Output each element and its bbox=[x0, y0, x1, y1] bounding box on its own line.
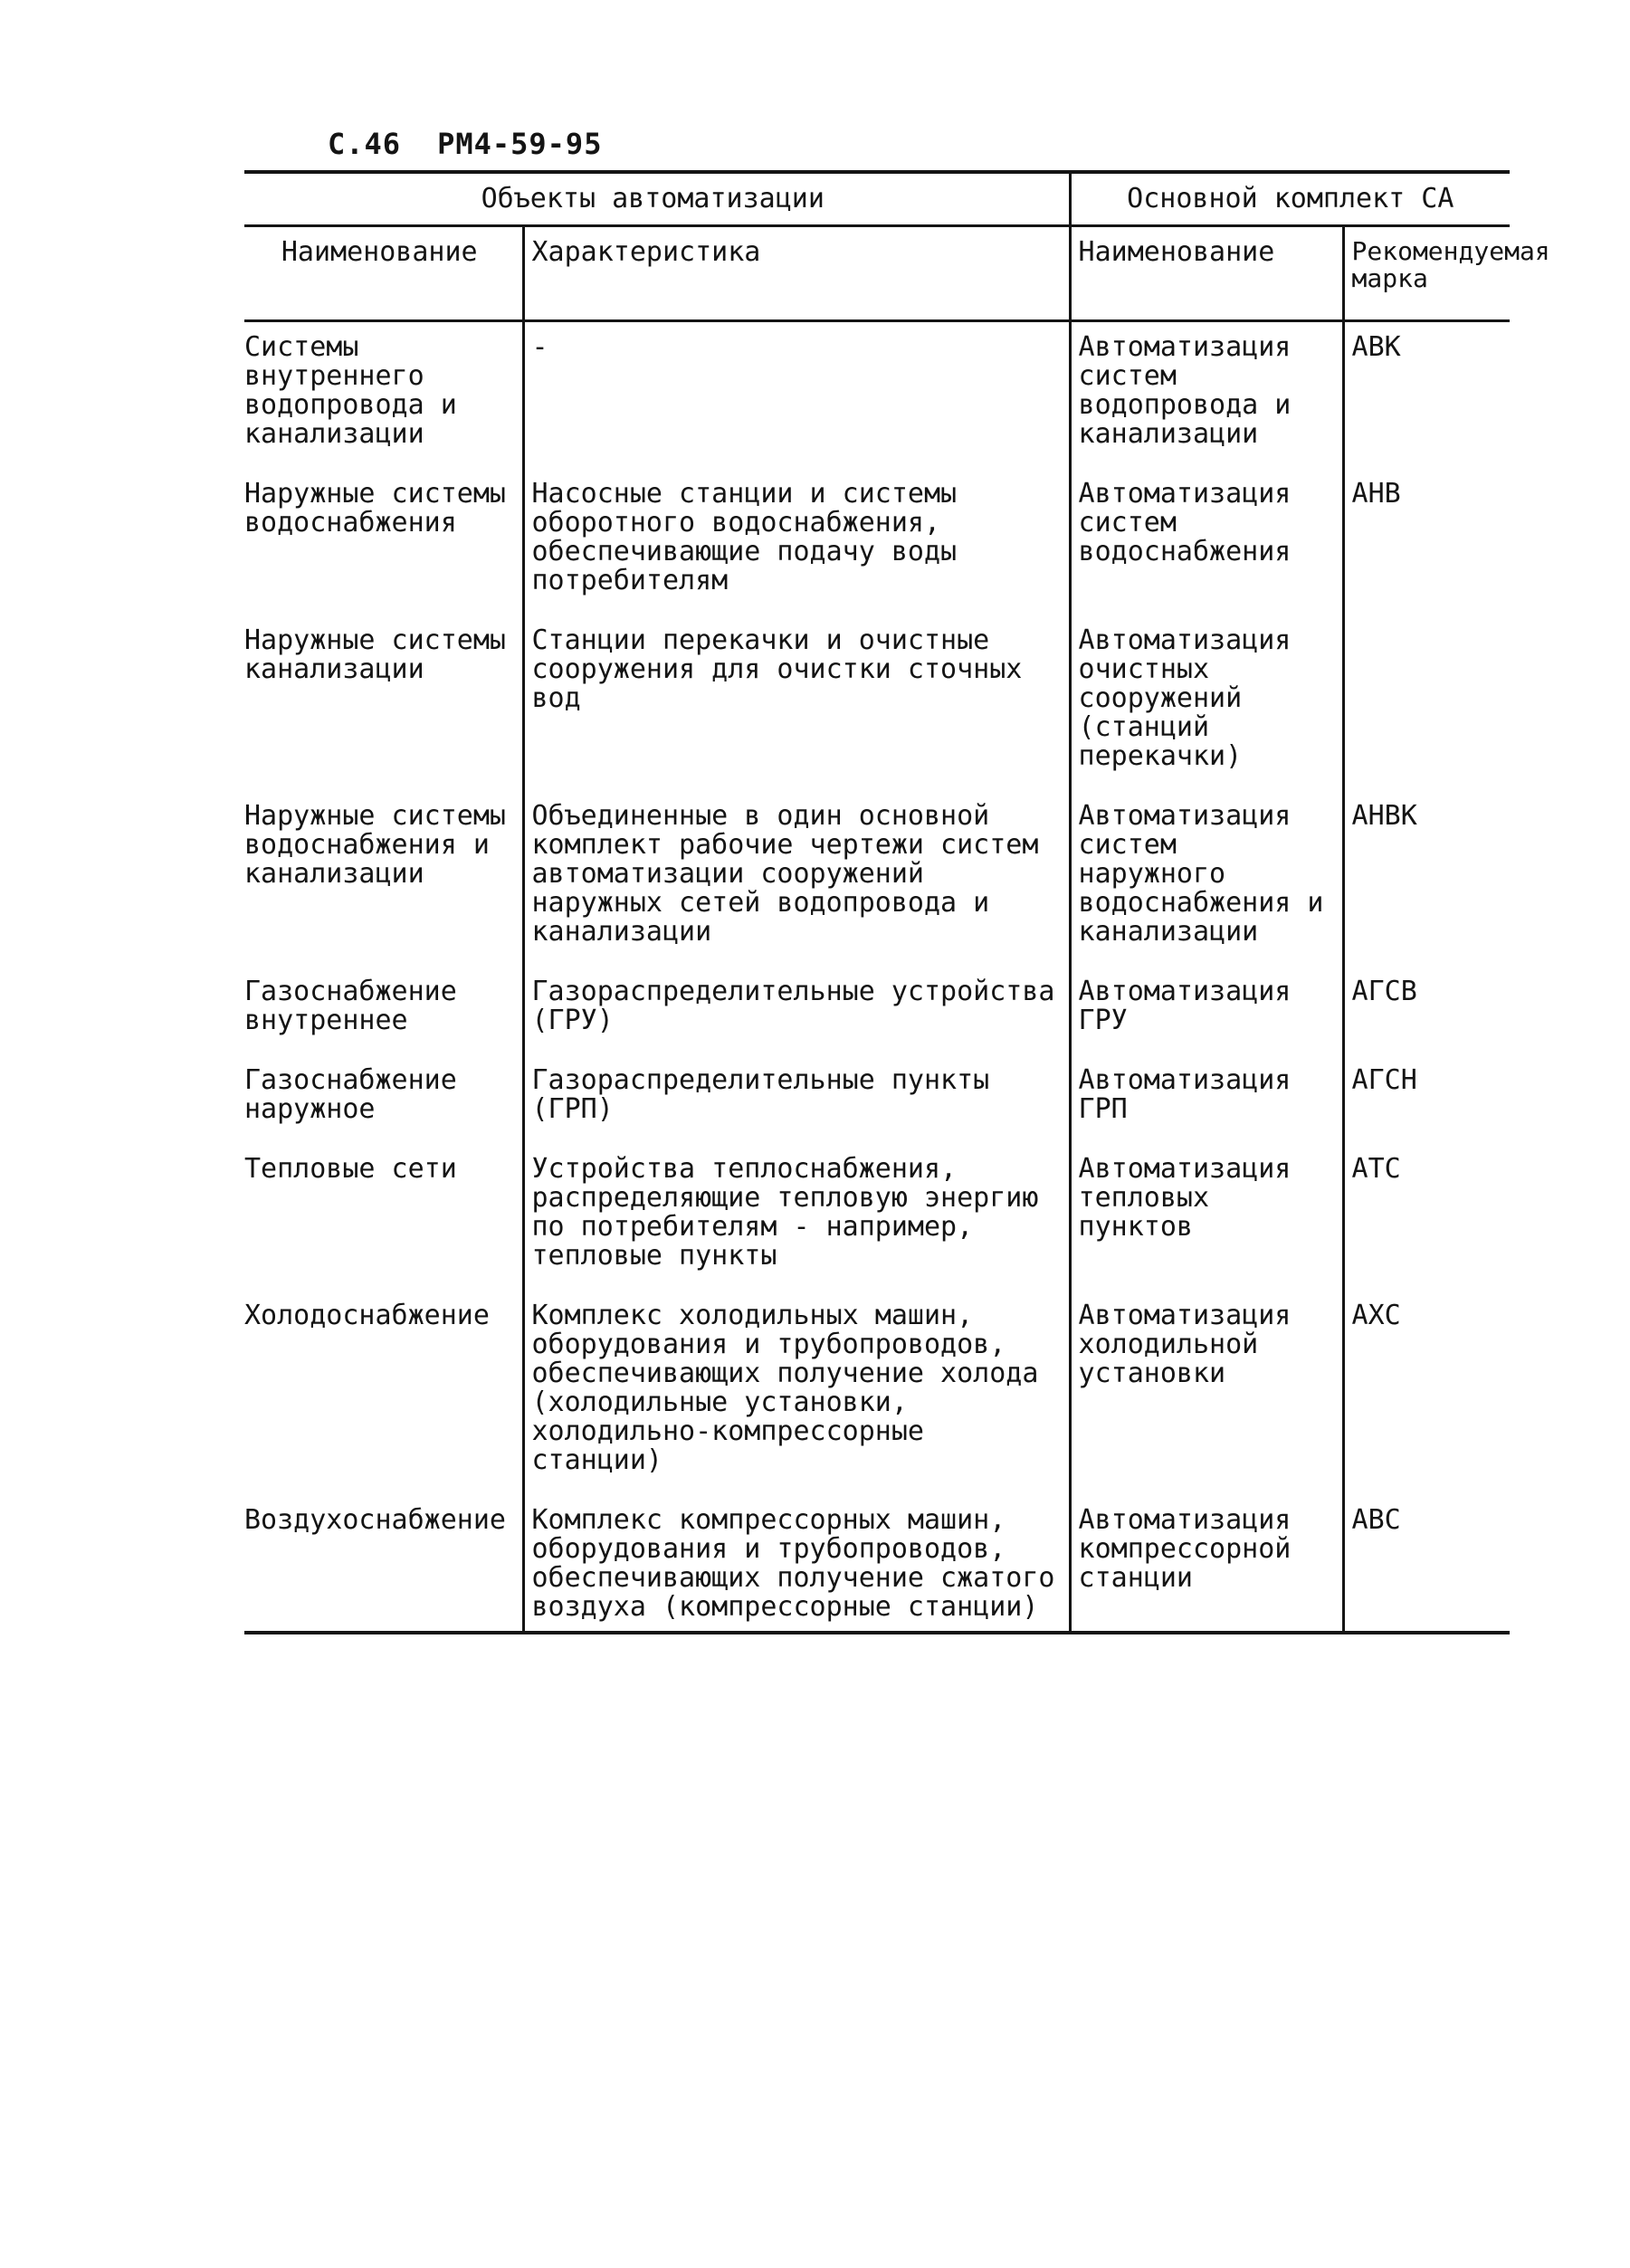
automation-objects-table bbox=[244, 170, 1550, 1634]
table-row bbox=[244, 321, 1510, 470]
row-kit-name: Автоматизация систем водоснабжения bbox=[1070, 469, 1343, 615]
row-mark: АГСВ bbox=[1343, 967, 1510, 1055]
row-kit-name: Автоматизация компрессорной станции bbox=[1070, 1495, 1343, 1633]
row-mark: АГСН bbox=[1343, 1055, 1510, 1144]
row-kit-name: Автоматизация ГРП bbox=[1070, 1055, 1343, 1144]
row-characteristic: Газораспределительные устройства (ГРУ) bbox=[523, 967, 1070, 1055]
column-header-name: Наименование bbox=[244, 226, 523, 321]
row-mark: АТС bbox=[1343, 1144, 1510, 1291]
row-name: Наружные системы канализации bbox=[244, 624, 506, 685]
table-row bbox=[244, 791, 1510, 967]
row-name: Воздухоснабжение bbox=[244, 1495, 523, 1633]
row-characteristic: Станции перекачки и очистные сооружения для очистки сточных вод bbox=[523, 615, 1070, 791]
row-kit-name: Автоматизация систем наружного водоснабжения и канализации bbox=[1070, 791, 1343, 967]
row-characteristic: - bbox=[523, 321, 1070, 470]
row-name: Наружные системы водоснабжения и канализации bbox=[244, 800, 506, 890]
row-mark: АНВ bbox=[1343, 469, 1510, 615]
page-header bbox=[328, 127, 638, 161]
row-kit-name: Автоматизация тепловых пунктов bbox=[1070, 1144, 1343, 1291]
row-mark: АНВК bbox=[1343, 791, 1510, 967]
row-kit-name: Автоматизация очистных сооружений (станций перекачки) bbox=[1070, 615, 1343, 791]
row-kit-name: Автоматизация систем водопровода и канализации bbox=[1070, 321, 1343, 470]
row-name: Газоснабжение наружное bbox=[244, 1064, 457, 1125]
row-name: Холодоснабжение bbox=[244, 1300, 490, 1331]
row-mark bbox=[1343, 615, 1510, 791]
column-header-characteristic: Характеристика bbox=[523, 226, 1070, 321]
row-name: Газоснабжение внутреннее bbox=[244, 976, 457, 1036]
row-characteristic: Газораспределительные пункты (ГРП) bbox=[523, 1055, 1070, 1144]
page-number: С.46 bbox=[328, 127, 402, 161]
table-row bbox=[244, 615, 1510, 791]
table-row bbox=[244, 1144, 1510, 1291]
column-header-mark: Рекомендуемая марка bbox=[1343, 226, 1510, 321]
table-row bbox=[244, 1055, 1510, 1144]
column-header-row bbox=[244, 226, 1510, 321]
table-row bbox=[244, 967, 1510, 1055]
group-header-kit: Основной комплект СА bbox=[1070, 172, 1510, 226]
group-header-objects: Объекты автоматизации bbox=[244, 172, 1070, 226]
table-row bbox=[244, 469, 1510, 615]
row-mark: АВС bbox=[1343, 1495, 1510, 1633]
row-name: Системы внутреннего водопровода и канализации bbox=[244, 331, 457, 450]
column-header-kit-name: Наименование bbox=[1070, 226, 1343, 321]
row-characteristic: Устройства теплоснабжения, распределяющие тепловую энергию по потребителям - например, тепловые пункты bbox=[523, 1144, 1070, 1291]
row-mark: АВК bbox=[1343, 321, 1510, 470]
row-characteristic: Комплекс компрессорных машин, оборудования и трубопроводов, обеспечивающих получение сжатого воздуха (компрессорные станции) bbox=[523, 1495, 1070, 1633]
row-name: Наружные системы водоснабжения bbox=[244, 478, 506, 538]
table-row bbox=[244, 1291, 1510, 1495]
table-row bbox=[244, 1495, 1510, 1633]
group-header-row bbox=[244, 172, 1510, 226]
row-kit-name: Автоматизация ГРУ bbox=[1070, 967, 1343, 1055]
row-characteristic: Объединенные в один основной комплект рабочие чертежи систем автоматизации сооружений наружных сетей водопровода и канализации bbox=[523, 791, 1070, 967]
row-characteristic: Комплекс холодильных машин, оборудования и трубопроводов, обеспечивающих получение холода (холодильные установки, холодильно-компрессорные станции) bbox=[523, 1291, 1070, 1495]
document-code: РМ4-59-95 bbox=[437, 127, 603, 161]
row-name: Тепловые сети bbox=[244, 1153, 457, 1185]
row-kit-name: Автоматизация холодильной установки bbox=[1070, 1291, 1343, 1495]
row-mark: АХС bbox=[1343, 1291, 1510, 1495]
row-characteristic: Насосные станции и системы оборотного водоснабжения, обеспечивающие подачу воды потребителям bbox=[523, 469, 1070, 615]
